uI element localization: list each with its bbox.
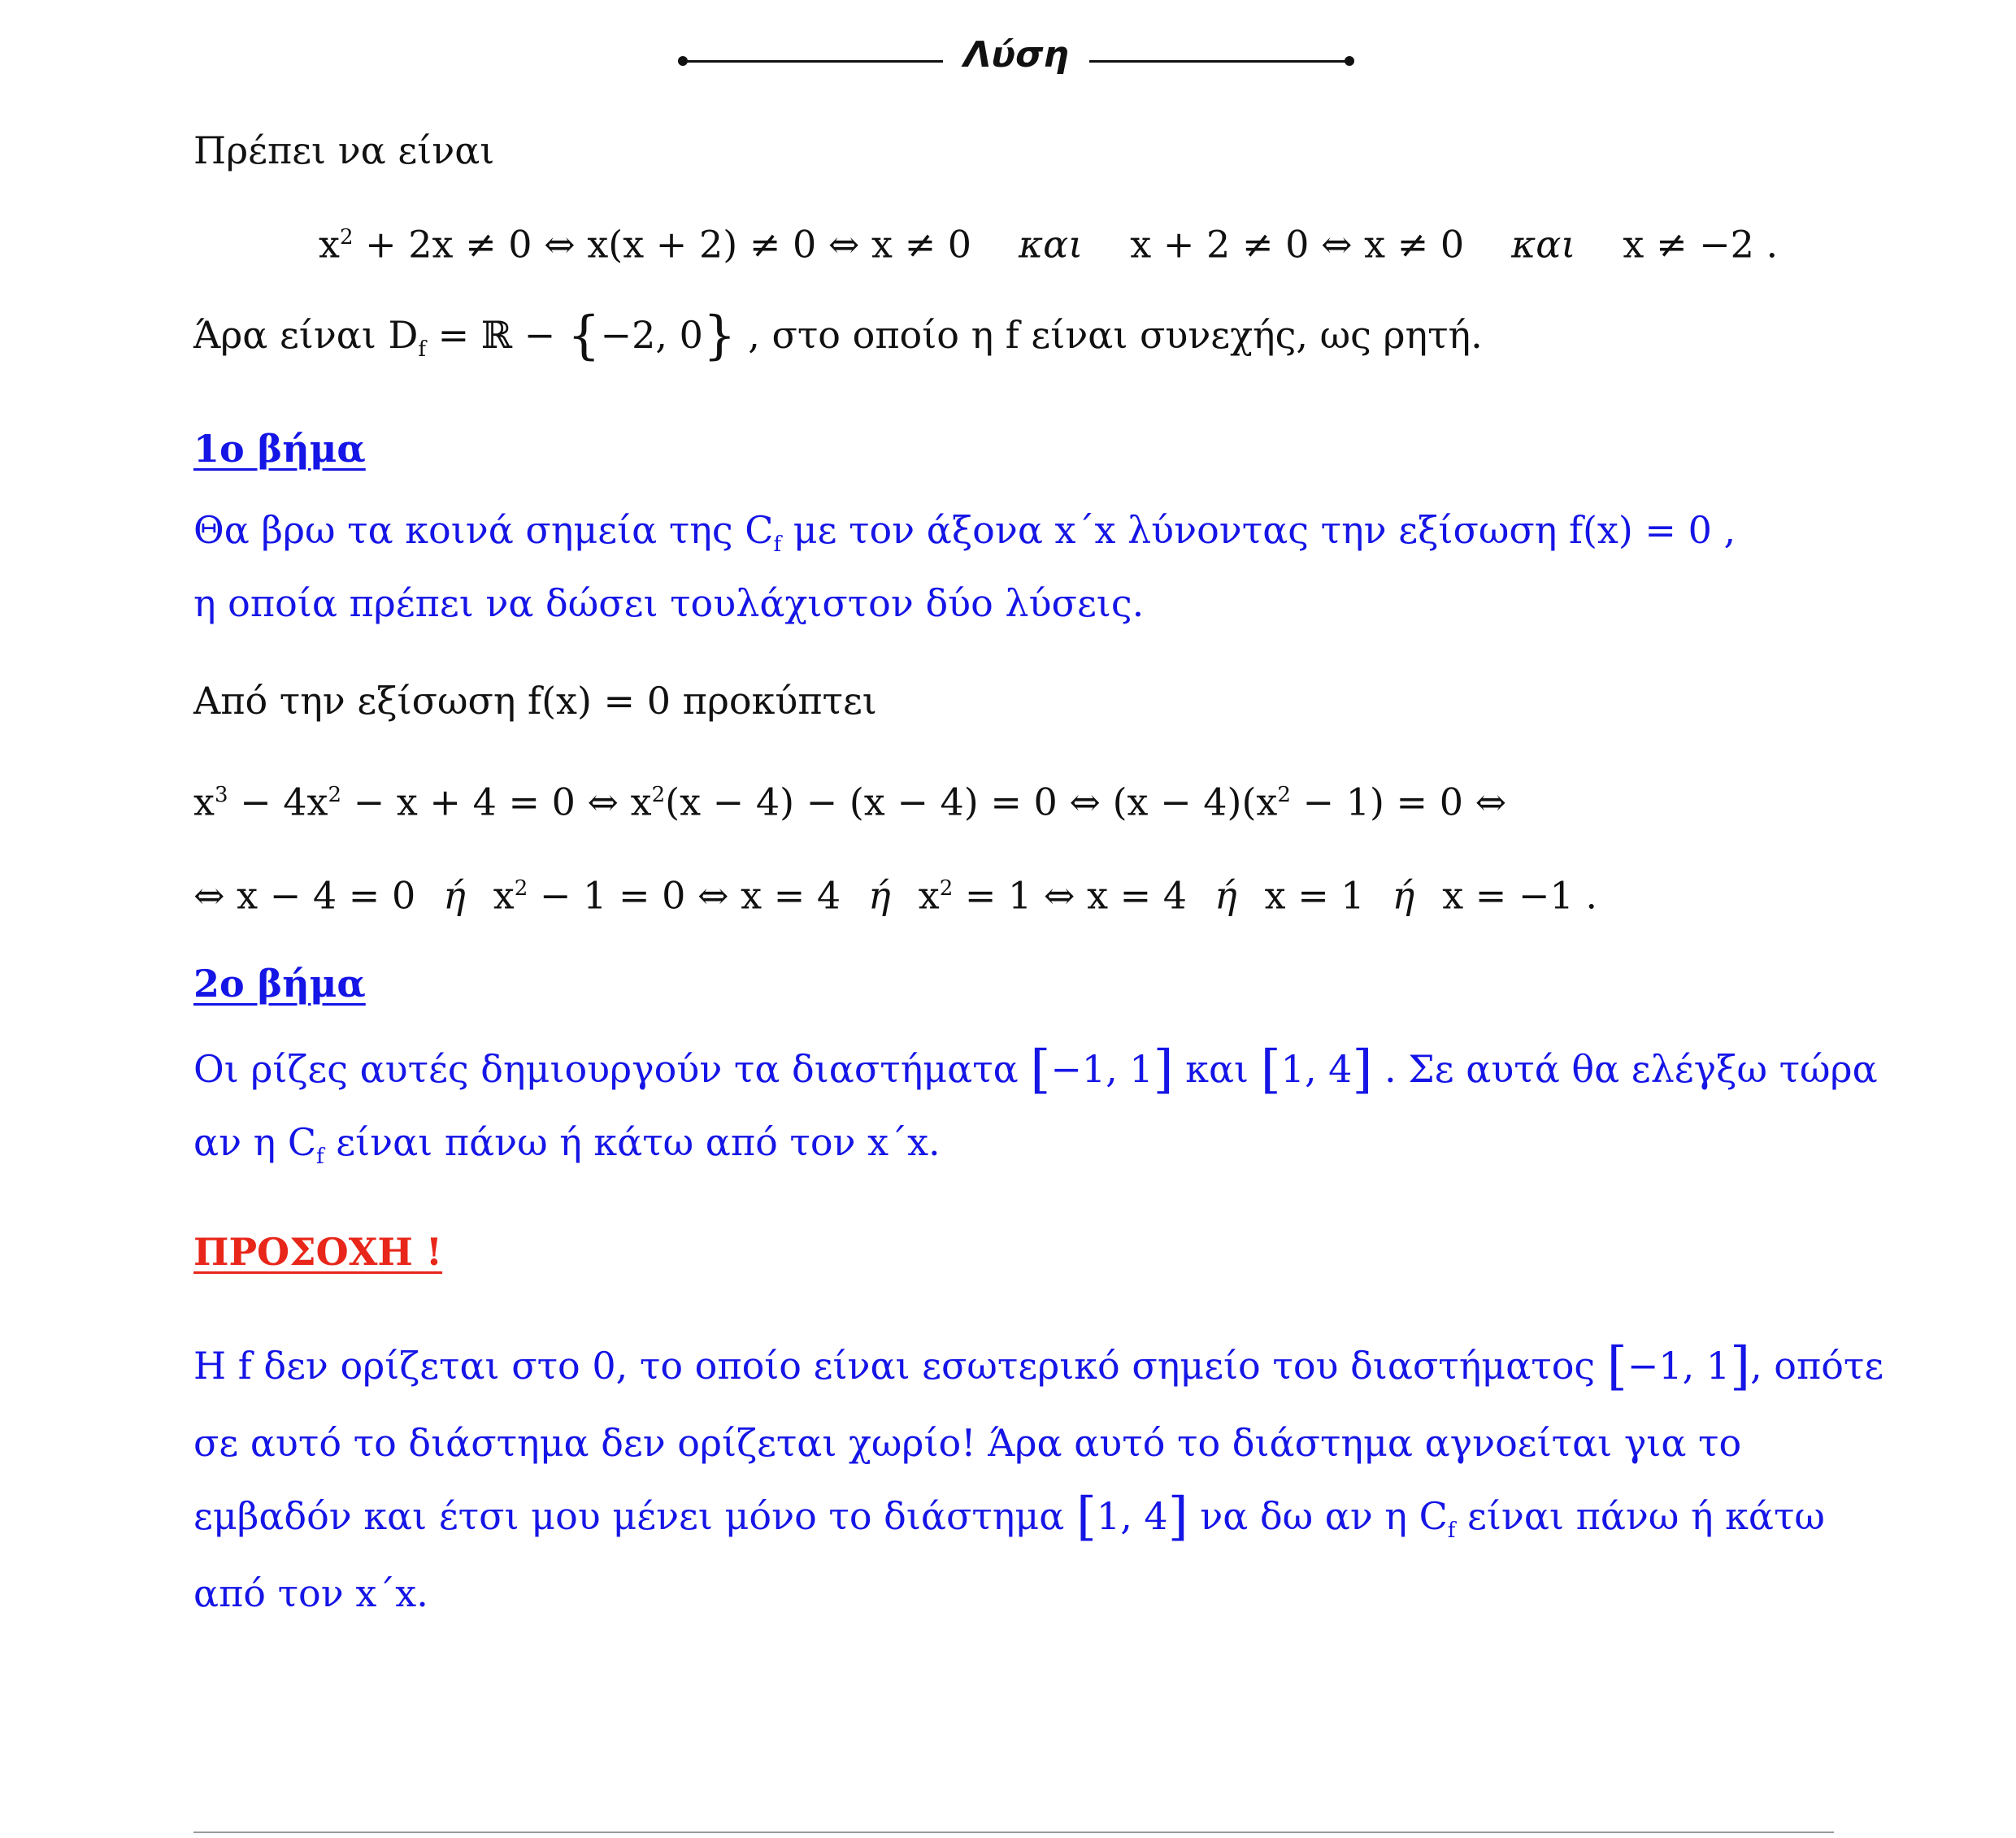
equation-domain-condition: $x^2 + 2x \ne 0$ ⇔ x(x + 2) ≠ 0 ⇔ x ≠ 0 και x + 2 ≠ 0 ⇔ x ≠ 0 και x ≠ −2 . <box>319 222 1779 267</box>
step-1-text-line-1: Θα βρω τα κοινά σημεία της $C_f$ με τον άξονα x΄x λύνοντας την εξίσωση f(x) = 0 , <box>193 508 1736 558</box>
equation-roots: ⇔ x − 4 = 0 ή $x^2 - 1 = 0$ ⇔ x = 4 ή $x^2 = 1$ ⇔ x = 4 ή x = 1 ή x = −1 . <box>193 873 1597 918</box>
warning-text-line-3: εμβαδόν και έτσι μου μένει μόνο το διάστημα [1, 4] να δω αν η $C_f$ είναι πάνω ή κάτω <box>193 1487 1825 1547</box>
warning-text-line-4: από τον x΄x. <box>193 1571 428 1615</box>
warning-text-line-2: σε αυτό το διάστημα δεν ορίζεται χωρίο! Άρα αυτό το διάστημα αγνοείται για το <box>193 1421 1742 1465</box>
text-line-1: Πρέπει να είναι <box>193 128 495 172</box>
header-title: Λύση <box>963 34 1069 76</box>
text-equation-intro: Από την εξίσωση f(x) = 0 προκύπτει <box>193 679 877 723</box>
step-1-text-line-2: η οποία πρέπει να δώσει τουλάχιστον δύο λύσεις. <box>193 581 1145 625</box>
step-2-text-line-1: Οι ρίζες αυτές δημιουργούν τα διαστήματα [−1, 1] και [1, 4] . Σε αυτά θα ελέγξω τώρα <box>193 1040 1878 1100</box>
header-rule-left <box>683 60 943 63</box>
warning-text-line-1: Η f δεν ορίζεται στο 0, το οποίο είναι εσωτερικό σημείο του διαστήματος [−1, 1], οπότε <box>193 1336 1884 1397</box>
header-rule-right <box>1089 60 1349 63</box>
header-dot-right <box>1345 56 1354 66</box>
solution-header <box>667 31 1349 88</box>
step-2-heading: 2ο βήμα <box>193 962 366 1006</box>
text-domain-line: Άρα είναι $D_f$ = ℝ − {−2, 0} , στο οποίο η f είναι συνεχής, ως ρητή. <box>193 306 1483 366</box>
equation-factorization: $x^3 - 4x^2 - x + 4 = 0$ ⇔ $x^2(x - 4) - (x - 4) = 0$ ⇔ $(x - 4)(x^2 - 1) = 0$ ⇔ <box>193 780 1507 824</box>
footer-divider <box>193 1831 1834 1833</box>
step-2-text-line-2: αν η $C_f$ είναι πάνω ή κάτω από τον x΄x. <box>193 1120 941 1170</box>
step-1-heading: 1ο βήμα <box>193 427 366 471</box>
warning-heading: ΠΡΟΣΟΧΗ ! <box>193 1230 443 1274</box>
